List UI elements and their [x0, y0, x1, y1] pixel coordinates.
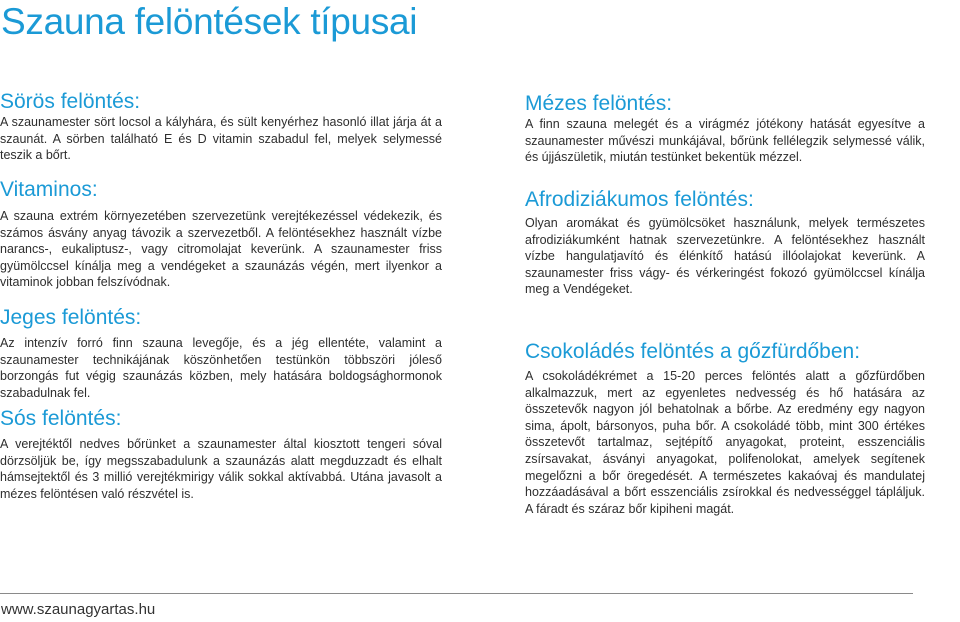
section-heading-salt: Sós felöntés: [0, 407, 122, 430]
section-salt [0, 407, 442, 502]
section-chocolate [525, 340, 925, 517]
section-text-ice: Az intenzív forró finn szauna levegője, és a jég ellentéte, valamint a szaunamester technikájának köszönhetően testünkön többszöri jóleső borzongás fut végig szaunázás közben, mely hatására boldogsághormonok szabadulnak fel. [0, 336, 442, 400]
section-text-vitamin: A szauna extrém környezetében szervezetünk verejtékezéssel védekezik, és számos ásvány anyag távozik a szervezetből. A felöntésekhez használt vízbe narancs-, eukaliptusz-, vagy citromolajat keverünk. A szaunamester friss gyümölccsel kínálja meg a vendégeket a szaunázás végén, mert ilyenkor a vitaminok jobban felszívódnak. [0, 209, 442, 290]
section-text-beer: A szaunamester sört locsol a kályhára, és sült kenyérhez hasonló illat járja át a szaunát. A sörben található E és D vitamin szabadul fel, melyek selymessé teszik a bőrt. [0, 115, 442, 163]
section-vitamin [0, 178, 442, 291]
section-beer [0, 90, 442, 164]
section-text-salt: A verejtéktől nedves bőrünket a szaunamester által kiosztott tengeri sóval dörzsöljük be, így megsszabadulunk a szaunázás alatt megduzzadt és elhalt hámsejtektől és 3 millió verejtékmirigy válik sokkal aktívabbá. Utána javasolt a mézes felöntésen való részvétel is. [0, 437, 442, 501]
section-heading-chocolate: Csokoládés felöntés a gőzfürdőben: [525, 340, 861, 363]
section-text-honey: A finn szauna melegét és a virágméz jótékony hatását egyesítve a szaunamester művészi munkájával, bőrünk fellélegzik selymessé válik, és újjászületik, miután testünket bekentük mézzel. [525, 117, 925, 165]
footer-divider [0, 593, 913, 594]
section-heading-ice: Jeges felöntés: [0, 306, 142, 329]
section-heading-beer: Sörös felöntés: [0, 90, 141, 113]
section-aphrodisiac [525, 188, 925, 298]
section-text-aphrodisiac: Olyan aromákat és gyümölcsöket használunk, melyek természetes afrodiziákumként hatnak szervezetünkre. A felöntésekhez használt vízbe hangulatjavító és élénkítő hatású illóolajokat keverünk. A szaunamester friss vágy- és vérkeringést fokozó gyümölccsel kínálja meg a Vendégeket. [525, 216, 925, 297]
section-heading-vitamin: Vitaminos: [0, 178, 98, 201]
footer-url: www.szaunagyartas.hu [1, 601, 156, 618]
section-text-chocolate: A csokoládékrémet a 15-20 perces felöntés alatt a gőzfürdőben alkalmazzuk, mert az egyenletes nedvesség és hő hatására az összetevők nagyon jól behatolnak a bőrbe. Az eredmény egy nagyon sima, ápolt, bársonyos, puha bőr. A csokoládé több, mint 300 értékes összetevőt tartalmaz, sejtépítő anyagokat, proteint, esszenciális zsírsavakat, ásványi anyagokat, polifenolokat, amelyek segítenek megelőzni a bőr öregedését. A természetes kakaóvaj és mandulatej hozzáadásával a bőrt esszenciális zsírokkal és nedvességgel tápláljuk. A fáradt és száraz bőr kipiheni magát. [525, 369, 925, 516]
section-heading-honey: Mézes felöntés: [525, 92, 673, 115]
section-honey [525, 92, 925, 166]
page-title: Szauna felöntések típusai [1, 1, 418, 42]
section-heading-aphrodisiac: Afrodiziákumos felöntés: [525, 188, 754, 211]
section-ice [0, 306, 442, 401]
